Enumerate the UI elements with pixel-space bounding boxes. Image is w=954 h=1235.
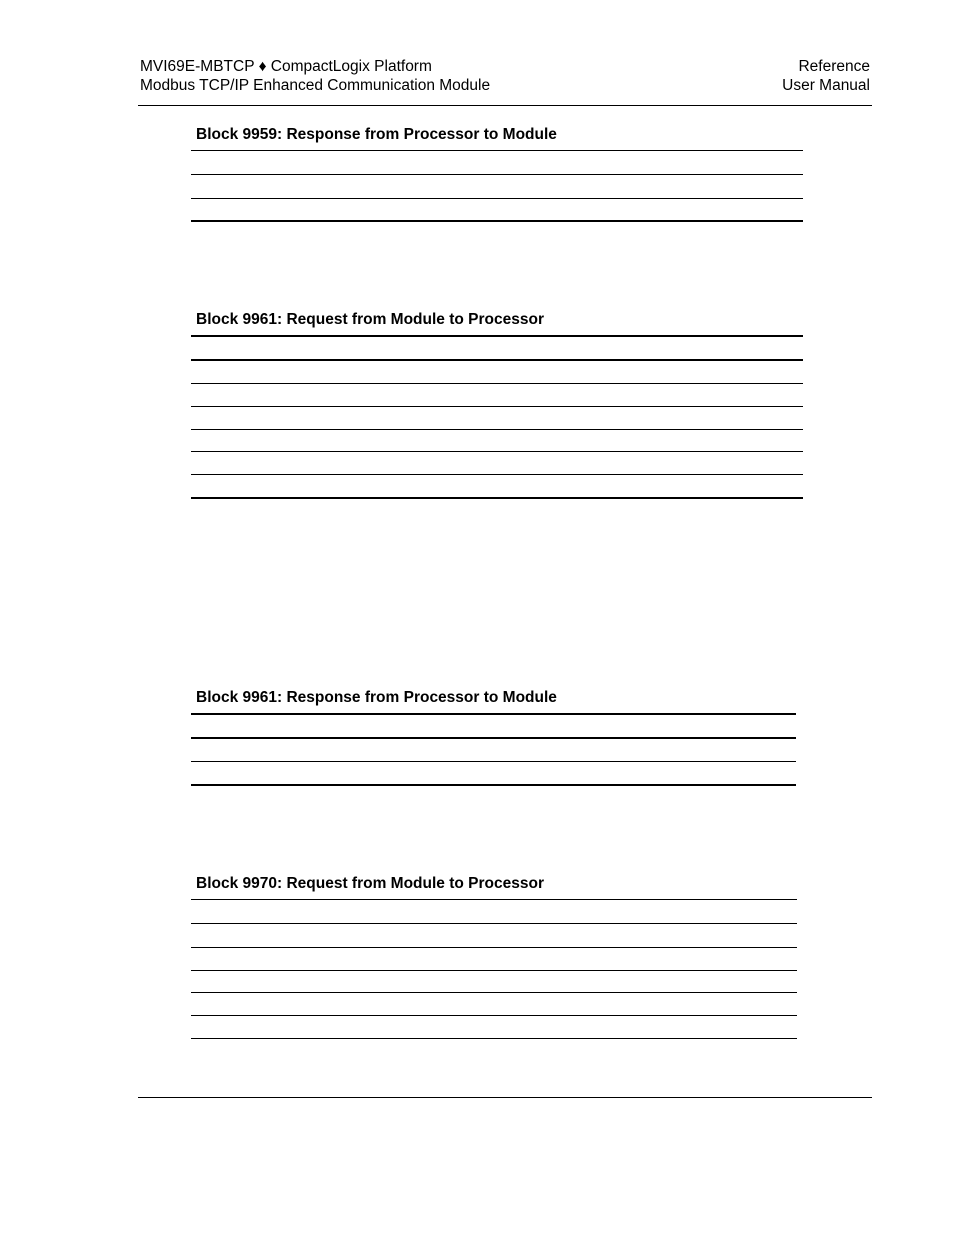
block-9961-response-table	[190, 689, 796, 787]
table-bottom-rule	[191, 497, 803, 499]
table-rows	[190, 707, 796, 787]
table-row-rule	[191, 992, 797, 993]
block-9959-response-table	[190, 126, 803, 222]
page-header-left	[140, 57, 490, 95]
table-row-rule	[191, 923, 797, 924]
block-9970-request-table	[190, 875, 797, 1059]
table-header-rule	[191, 150, 803, 151]
table-row-rule	[191, 761, 796, 762]
table-row-rule	[191, 474, 803, 475]
header-product-line: MVI69E-MBTCP ♦ CompactLogix Platform	[140, 58, 432, 75]
table-rows	[190, 893, 797, 1059]
table-top-rule	[191, 713, 796, 715]
page-header-right	[782, 57, 870, 95]
table-row-rule	[191, 970, 797, 971]
header-rule	[138, 105, 872, 106]
table-row-rule	[191, 383, 803, 384]
table-header-rule	[191, 737, 796, 739]
table-title: Block 9961: Response from Processor to Module	[196, 689, 557, 706]
table-bottom-rule	[191, 784, 796, 786]
block-9961-request-table	[190, 311, 803, 499]
table-row-rule	[191, 451, 803, 452]
table-row-rule	[191, 429, 803, 430]
table-bottom-rule	[191, 220, 803, 222]
table-rows	[190, 144, 803, 222]
footer-rule	[138, 1097, 872, 1098]
table-top-rule	[191, 335, 803, 337]
table-row-rule	[191, 174, 803, 175]
table-title: Block 9970: Request from Module to Processor	[196, 875, 544, 892]
header-module-name: Modbus TCP/IP Enhanced Communication Module	[140, 77, 491, 94]
header-section: Reference	[798, 58, 870, 75]
table-row-rule	[191, 947, 797, 948]
table-title: Block 9959: Response from Processor to Module	[196, 126, 557, 143]
table-header-rule	[191, 359, 803, 361]
table-title: Block 9961: Request from Module to Processor	[196, 311, 544, 328]
table-row-rule	[191, 198, 803, 199]
table-bottom-rule	[191, 1038, 797, 1039]
table-header-rule	[191, 899, 797, 900]
table-rows	[190, 329, 803, 499]
table-row-rule	[191, 406, 803, 407]
table-row-rule	[191, 1015, 797, 1016]
header-doc-type: User Manual	[782, 77, 870, 94]
